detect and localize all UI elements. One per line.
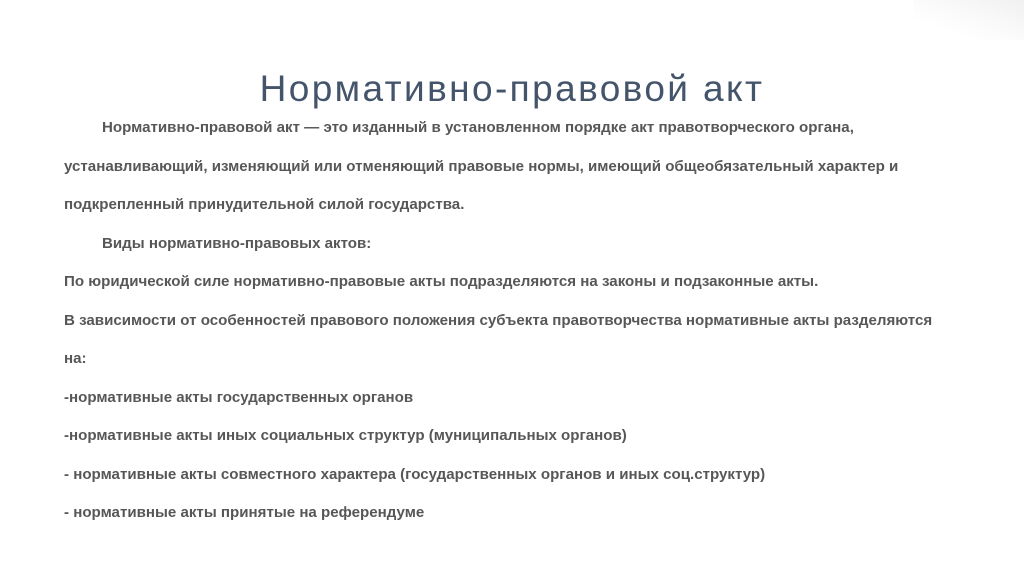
subject-line-2: на: [64, 350, 87, 367]
list-item: -нормативные акты иных социальных структур (муниципальных органов) [64, 427, 627, 444]
subject-line-1: В зависимости от особенностей правового положения субъекта правотворчества нормативные акты разделяются [64, 311, 933, 329]
slide-body [64, 118, 1004, 542]
definition-line-3: подкрепленный принудительной силой государства. [64, 196, 465, 213]
definition-line-2: устанавливающий, изменяющий или отменяющий правовые нормы, имеющий общеобязательный характер и [64, 157, 899, 175]
types-heading: Виды нормативно-правовых актов: [102, 234, 372, 252]
definition-line-1: Нормативно-правовой акт — это изданный в установленном порядке акт правотворческого органа, [102, 119, 854, 136]
list-item: - нормативные акты совместного характера (государственных органов и иных соц.структур) [64, 465, 766, 483]
legal-force-line: По юридической силе нормативно-правовые акты подразделяются на законы и подзаконные акты. [64, 273, 819, 290]
corner-decoration [914, 0, 1024, 40]
list-item: - нормативные акты принятые на референдуме [64, 504, 425, 521]
page-title: Нормативно-правовой акт [259, 67, 765, 109]
list-item: -нормативные акты государственных органов [64, 388, 414, 406]
